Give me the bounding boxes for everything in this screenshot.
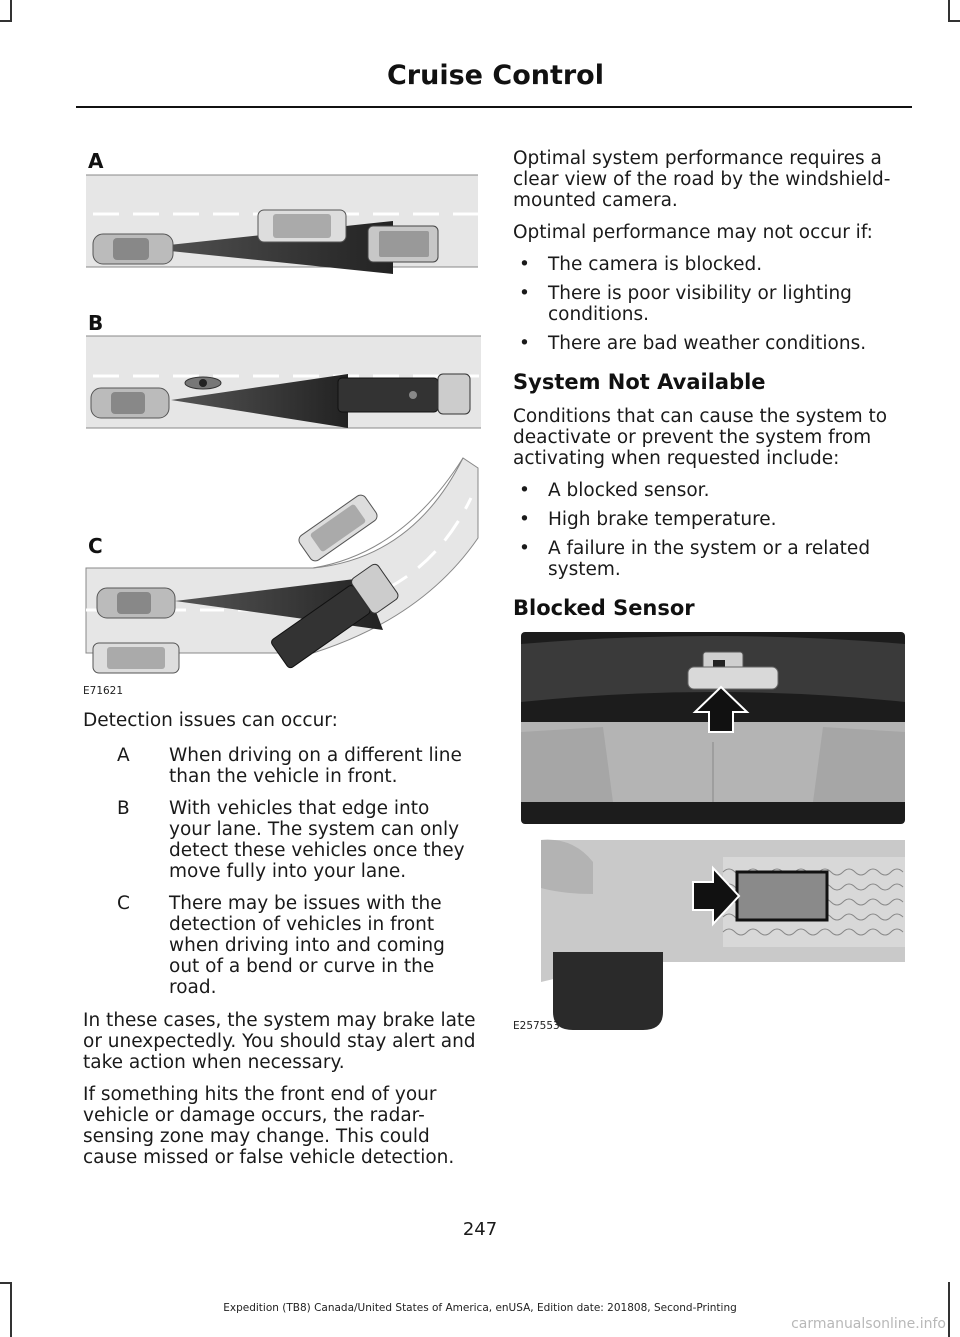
definition-row [83,798,483,882]
watermark: carmanualsonline.info [791,1316,946,1332]
paragraph: If something hits the front end of your vehicle or damage occurs, the radar-sensing zone may change. This could cause missed or false vehicle detection. [83,1084,455,1168]
list-item-text: A failure in the system or a related system. [548,538,871,580]
definition-row [83,893,483,998]
bullet-list [513,480,903,580]
bullet-icon: • [519,509,530,530]
detection-intro: Detection issues can occur: [83,710,338,731]
section-heading: Blocked Sensor [513,596,695,620]
list-item-text: There are bad weather conditions. [548,333,867,354]
detection-issues-figure [83,138,483,698]
definition-key: C [117,893,130,914]
crop-mark [10,0,12,22]
paragraph: Optimal system performance requires a clear view of the road by the windshield-mounted camera. [513,148,891,211]
van-icon [368,226,438,262]
right-column [513,148,903,1042]
definition-key: B [117,798,130,819]
page-title: Cruise Control [386,60,604,91]
figure-label-c: C [88,534,103,558]
suv-icon [258,210,346,242]
suv-icon [297,493,380,563]
bullet-icon: • [519,333,530,354]
definition-text: There may be issues with the detection of vehicles in front when driving into and coming out of a bend or curve in the road. [169,893,445,998]
paragraph: Conditions that can cause the system to deactivate or prevent the system from activating when requested include: [513,406,888,469]
detection-definitions [83,745,483,998]
figure-code: E257553 [513,1020,560,1032]
list-item [513,254,903,275]
page-number: 247 [462,1219,498,1240]
footer-text: Expedition (TB8) Canada/United States of America, enUSA, Edition date: 201808, Second-Printing [223,1302,737,1314]
definition-key: A [117,745,130,766]
blocked-sensor-figure [513,632,905,1042]
bullet-icon: • [519,480,530,501]
list-item-text: There is poor visibility or lighting conditions. [548,283,852,325]
list-item-text: A blocked sensor. [548,480,710,501]
crop-mark [948,20,960,22]
bullet-icon: • [519,538,530,559]
figure-code: E71621 [83,685,124,697]
list-item [513,538,903,580]
car-icon [93,234,173,264]
crop-mark [0,20,12,22]
bullet-icon: • [519,254,530,275]
definition-text: When driving on a different line than the vehicle in front. [169,745,462,787]
tire-icon [553,952,663,1030]
header-rule [76,106,912,108]
definition-row [83,745,483,787]
figure-label-b: B [88,311,104,335]
crop-mark [948,0,950,22]
figure-label-a: A [88,149,104,173]
bullet-icon: • [519,283,530,304]
suv-icon [93,643,179,673]
paragraph: In these cases, the system may brake late or unexpectedly. You should stay alert and take action when necessary. [83,1010,476,1073]
car-icon [97,588,175,618]
list-item [513,480,903,501]
list-item-text: High brake temperature. [548,509,777,530]
truck-icon [338,374,470,414]
list-item [513,333,903,354]
list-item [513,283,903,325]
section-heading: System Not Available [513,370,766,394]
list-item-text: The camera is blocked. [548,254,763,275]
definition-text: With vehicles that edge into your lane. The system can only detect these vehicles once they move fully into your lane. [169,798,465,882]
list-item [513,509,903,530]
motorcycle-icon [185,377,221,389]
left-column [83,138,483,1179]
paragraph: Optimal performance may not occur if: [513,222,873,243]
car-icon [91,388,169,418]
bullet-list [513,254,903,354]
crop-mark [0,1282,12,1284]
